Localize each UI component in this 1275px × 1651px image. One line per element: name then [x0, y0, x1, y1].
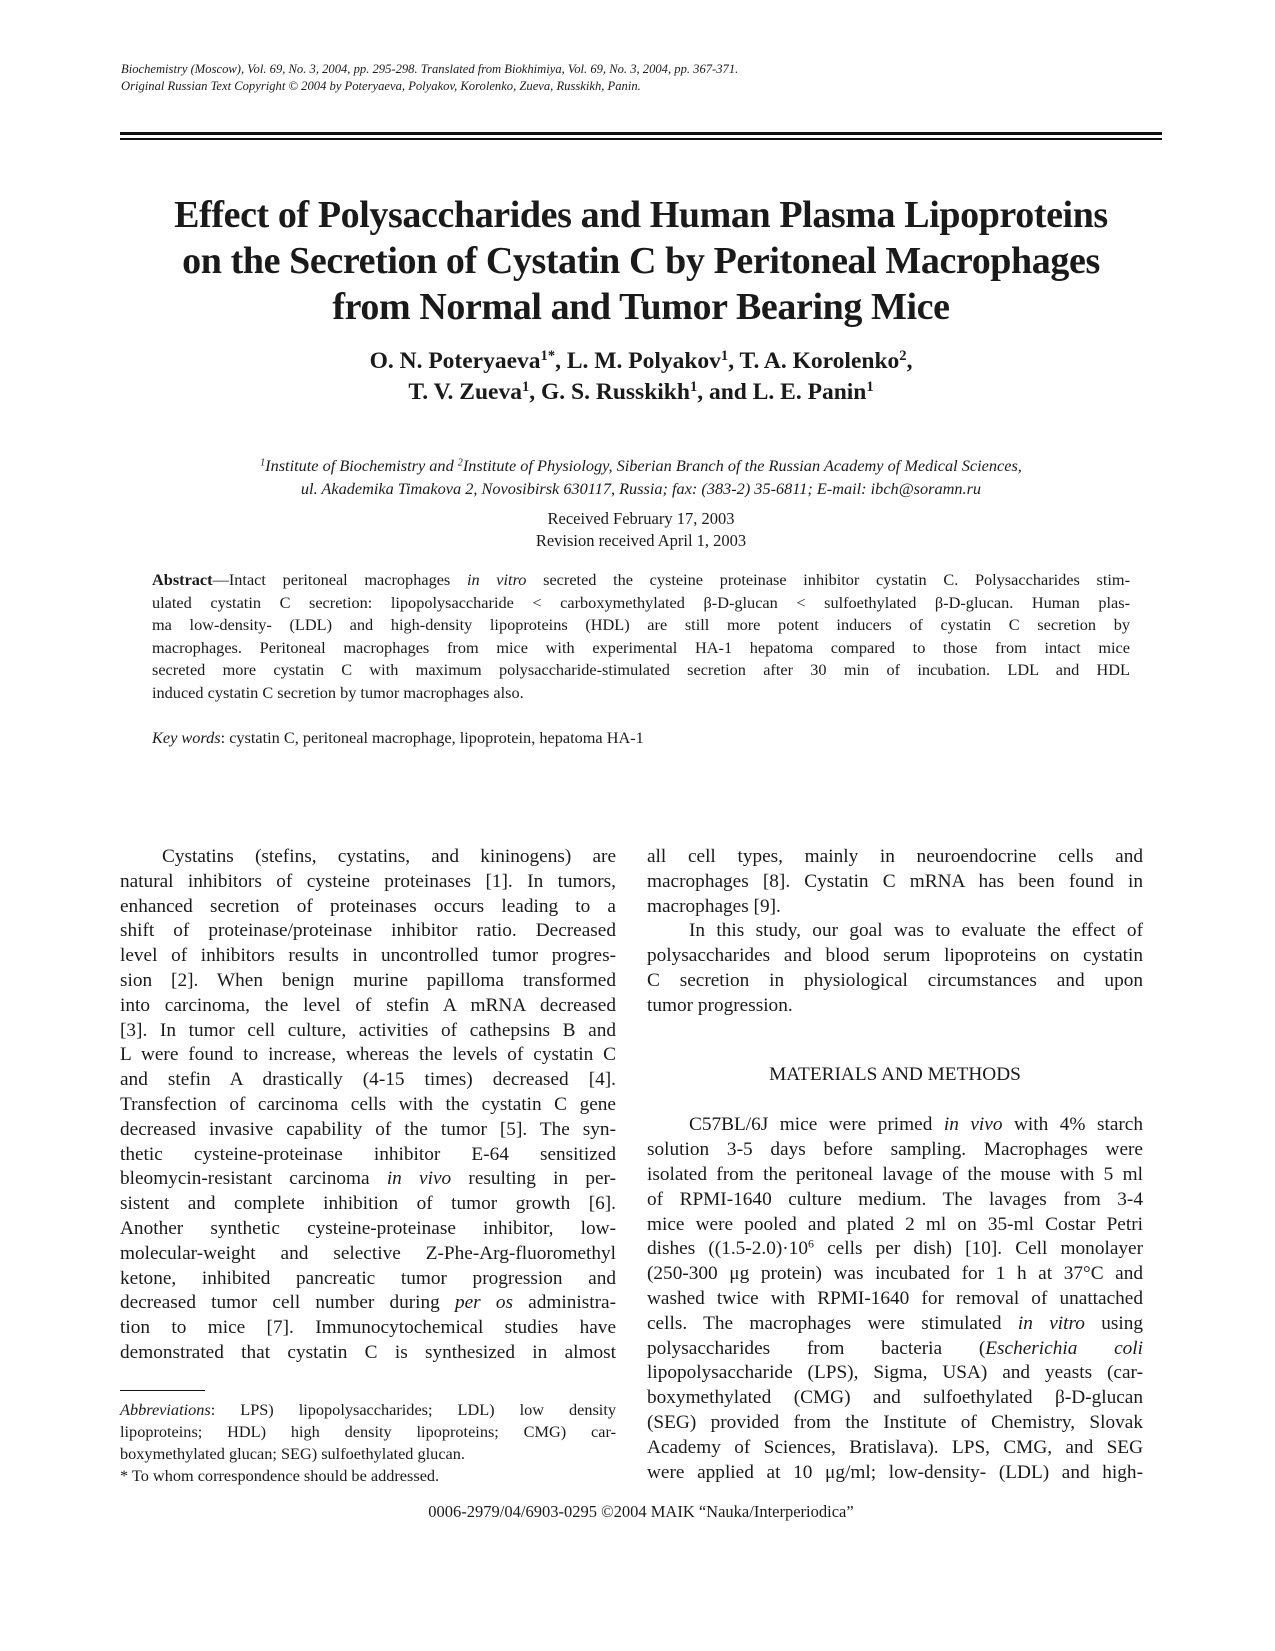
abbreviations-label: Abbreviations: [120, 1400, 211, 1419]
abstract-text: secreted the cysteine proteinase inhibitor cystatin C. Polysaccharides stim-: [526, 570, 1130, 589]
body-line: shift of proteinase/proteinase inhibitor ratio. Decreased: [120, 920, 616, 942]
body-line: demonstrated that cystatin C is synthesized in almost: [120, 1341, 616, 1363]
body-line: In this study, our goal was to evaluate the effect of: [689, 920, 1143, 942]
abstract-line: ulated cystatin C secretion: lipopolysaccharide < carboxymethylated β-D-glucan < sulfoethylated β-D-glucan. Human plas-: [152, 592, 1130, 612]
body-line: [120, 1291, 616, 1316]
abstract-label: Abstract: [152, 570, 213, 589]
body-italic: in vitro: [1017, 1312, 1085, 1334]
footnote-line: lipoproteins; HDL) high density lipoproteins; CMG) car-: [120, 1422, 616, 1441]
body-line: of RPMI-1640 culture medium. The lavages from 3-4: [647, 1188, 1143, 1210]
author-line: [120, 377, 1162, 408]
author-affil-mark: 2: [899, 348, 907, 364]
body-text: cells. The macrophages were stimulated: [647, 1312, 1018, 1334]
body-text: using: [1084, 1312, 1143, 1334]
author-sep: ,: [555, 348, 567, 374]
body-line: mice were pooled and plated 2 ml on 35-ml Costar Petri: [647, 1213, 1143, 1235]
body-line: ketone, inhibited pancreatic tumor progression and: [120, 1267, 616, 1289]
body-line: tion to mice [7]. Immunocytochemical studies have: [120, 1317, 616, 1339]
copyright-line: Original Russian Text Copyright © 2004 by Poteryaeva, Polyakov, Korolenko, Zueva, Russkikh, Panin.: [121, 79, 641, 93]
body-line: polysaccharides and blood serum lipoproteins on cystatin: [647, 945, 1143, 967]
body-italic: Escherichia coli: [985, 1337, 1143, 1359]
body-text: cells per dish) [10]. Cell monolayer: [813, 1238, 1143, 1260]
author-affil-mark: 1*: [540, 348, 556, 364]
author-sep: ,: [529, 379, 542, 405]
body-line: level of inhibitors results in uncontrolled tumor progres-: [120, 945, 616, 967]
body-line: [647, 1237, 1143, 1262]
keywords-text: : cystatin C, peritoneal macrophage, lipoprotein, hepatoma HA-1: [220, 728, 644, 747]
author-name: G. S. Russkikh: [541, 379, 690, 405]
footnote-line: [120, 1399, 616, 1421]
exponent: 6: [807, 1236, 814, 1251]
abstract-line: ma low-density- (LDL) and high-density lipoproteins (HDL) are still more potent inducers of cystatin C secretion by: [152, 615, 1130, 634]
abstract-text: —Intact peritoneal macrophages: [212, 570, 467, 589]
title-line: from Normal and Tumor Bearing Mice: [332, 286, 950, 328]
footnotes: [120, 1399, 616, 1487]
author-line: [120, 346, 1162, 377]
body-line: Transfection of carcinoma cells with the cystatin C gene: [120, 1093, 616, 1115]
body-line: [120, 1167, 616, 1192]
title-line: Effect of Polysaccharides and Human Plasma Lipoproteins: [174, 194, 1108, 236]
body-column-right: [647, 845, 1143, 1485]
article-title: [120, 192, 1162, 330]
section-heading: MATERIALS AND METHODS: [769, 1063, 1021, 1085]
page-footer-issn: 0006-2979/04/6903-0295 ©2004 MAIK “Nauka/Interperiodica”: [428, 1502, 854, 1521]
body-line: isolated from the peritoneal lavage of the mouse with 5 ml: [647, 1163, 1143, 1185]
affil-mark: 1: [260, 457, 266, 469]
author-sep: ,: [728, 348, 740, 374]
author-name: T. A. Korolenko: [739, 348, 900, 374]
affiliations: [120, 454, 1162, 500]
body-line: Another synthetic cysteine-proteinase inhibitor, low-: [120, 1217, 616, 1239]
body-line: were applied at 10 μg/ml; low-density- (LDL) and high-: [647, 1461, 1143, 1483]
body-line: C secretion in physiological circumstances and upon: [647, 969, 1143, 991]
abstract-line: induced cystatin C secretion by tumor macrophages also.: [152, 682, 524, 702]
body-column-left: [120, 845, 616, 1366]
author-name: L. M. Polyakov: [566, 348, 721, 374]
author-name: T. V. Zueva: [408, 379, 522, 405]
body-italic: per os: [454, 1292, 514, 1314]
body-line: natural inhibitors of cysteine proteinases [1]. In tumors,: [120, 870, 616, 892]
abstract-line: [152, 569, 1130, 592]
keywords-label: Key words: [152, 728, 221, 747]
body-line: sistent and complete inhibition of tumor growth [6].: [120, 1193, 616, 1215]
title-line: on the Secretion of Cystatin C by Peritoneal Macrophages: [182, 240, 1100, 282]
abstract-italic: in vitro: [466, 570, 527, 589]
journal-header: [121, 61, 1161, 95]
author-name: O. N. Poteryaeva: [369, 348, 541, 374]
body-line: [647, 1312, 1143, 1337]
received-date: Received February 17, 2003: [547, 509, 735, 528]
keywords: [152, 727, 644, 749]
body-text: bleomycin-resistant carcinoma: [120, 1168, 387, 1190]
footnote-rule: [120, 1390, 205, 1391]
body-line: (250-300 μg protein) was incubated for 1 h at 37°C and: [647, 1263, 1143, 1285]
body-text: decreased tumor cell number during: [120, 1292, 455, 1314]
body-text: dishes ((1.5-2.0)·10: [647, 1238, 808, 1260]
body-line: boxymethylated (CMG) and sulfoethylated β-D-glucan: [647, 1387, 1143, 1409]
author-affil-mark: 1: [720, 348, 729, 364]
author-affil-mark: 1: [521, 379, 530, 395]
body-line: solution 3-5 days before sampling. Macrophages were: [647, 1139, 1143, 1161]
body-line: tumor progression.: [647, 994, 793, 1016]
body-line: lipopolysaccharide (LPS), Sigma, USA) and yeasts (car-: [647, 1362, 1143, 1384]
abstract-line: secreted more cystatin C with maximum polysaccharide-stimulated secretion after 30 min of incubation. LDL and HDL: [152, 660, 1130, 679]
author-list: [120, 346, 1162, 408]
correspondence-note: * To whom correspondence should be addressed.: [120, 1466, 440, 1485]
affil-institute: Institute of Biochemistry and: [265, 456, 458, 475]
affiliation-line: [120, 454, 1162, 477]
body-line: and stefin A drastically (4-15 times) decreased [4].: [120, 1069, 616, 1091]
body-line: macrophages [9].: [647, 895, 781, 917]
revision-date: Revision received April 1, 2003: [535, 531, 747, 550]
body-text: polysaccharides from bacteria (: [647, 1337, 986, 1359]
author-affil-mark: 1: [866, 379, 874, 395]
author-sep: ,: [906, 348, 913, 374]
body-line: sion [2]. When benign murine papilloma transformed: [120, 969, 616, 991]
body-italic: in vivo: [386, 1168, 452, 1190]
author-affil-mark: 1: [689, 379, 698, 395]
body-italic: in vivo: [943, 1114, 1003, 1136]
body-line: (SEG) provided from the Institute of Chemistry, Slovak: [647, 1411, 1143, 1433]
body-line: all cell types, mainly in neuroendocrine cells and: [647, 846, 1143, 867]
footnote-line: boxymethylated glucan; SEG) sulfoethylated glucan.: [120, 1444, 465, 1463]
body-text: administra-: [513, 1292, 616, 1314]
body-line: decreased invasive capability of the tumor [5]. The syn-: [120, 1118, 616, 1140]
body-line: L were found to increase, whereas the levels of cystatin C: [120, 1044, 616, 1066]
header-rule-thin: [120, 138, 1162, 140]
affiliation-address: ul. Akademika Timakova 2, Novosibirsk 630117, Russia; fax: (383-2) 35-6811; E-mail: ibch@soramn.ru: [300, 479, 982, 498]
abstract: [152, 569, 1130, 704]
body-line: molecular-weight and selective Z-Phe-Arg-fluoromethyl: [120, 1242, 616, 1264]
footnote-text: : LPS) lipopolysaccharides; LDL) low density: [210, 1400, 616, 1419]
affil-mark: 2: [457, 457, 463, 469]
body-text: resulting in per-: [451, 1168, 616, 1190]
body-line: enhanced secretion of proteinases occurs leading to a: [120, 895, 616, 917]
body-line: [647, 1113, 1143, 1138]
author-name: L. E. Panin: [752, 379, 867, 405]
body-line: [3]. In tumor cell culture, activities of cathepsins B and: [120, 1019, 616, 1041]
journal-citation: Biochemistry (Moscow), Vol. 69, No. 3, 2004, pp. 295-298. Translated from Biokhimiya, Vol. 69, No. 3, 2004, pp. 367-371.: [121, 62, 739, 76]
affil-institute: Institute of Physiology, Siberian Branch of the Russian Academy of Medical Sciences,: [462, 456, 1022, 475]
body-line: into carcinoma, the level of stefin A mRNA decreased: [120, 994, 616, 1016]
body-line: macrophages [8]. Cystatin C mRNA has been found in: [647, 870, 1143, 892]
author-sep: , and: [697, 379, 753, 405]
header-rule-thick: [120, 132, 1162, 135]
body-text: C57BL/6J mice were primed: [689, 1114, 944, 1136]
body-line: washed twice with RPMI-1640 for removal of unattached: [647, 1287, 1143, 1309]
body-line: Cystatins (stefins, cystatins, and kininogens) are: [162, 846, 616, 867]
body-line: Academy of Sciences, Bratislava). LPS, CMG, and SEG: [647, 1436, 1143, 1458]
body-text: with 4% starch: [1002, 1114, 1143, 1136]
abstract-line: macrophages. Peritoneal macrophages from mice with experimental HA-1 hepatoma compared to those from intact mice: [152, 637, 1130, 657]
body-line: thetic cysteine-proteinase inhibitor E-64 sensitized: [120, 1143, 616, 1165]
manuscript-dates: [120, 508, 1162, 552]
body-line: [647, 1337, 1143, 1362]
